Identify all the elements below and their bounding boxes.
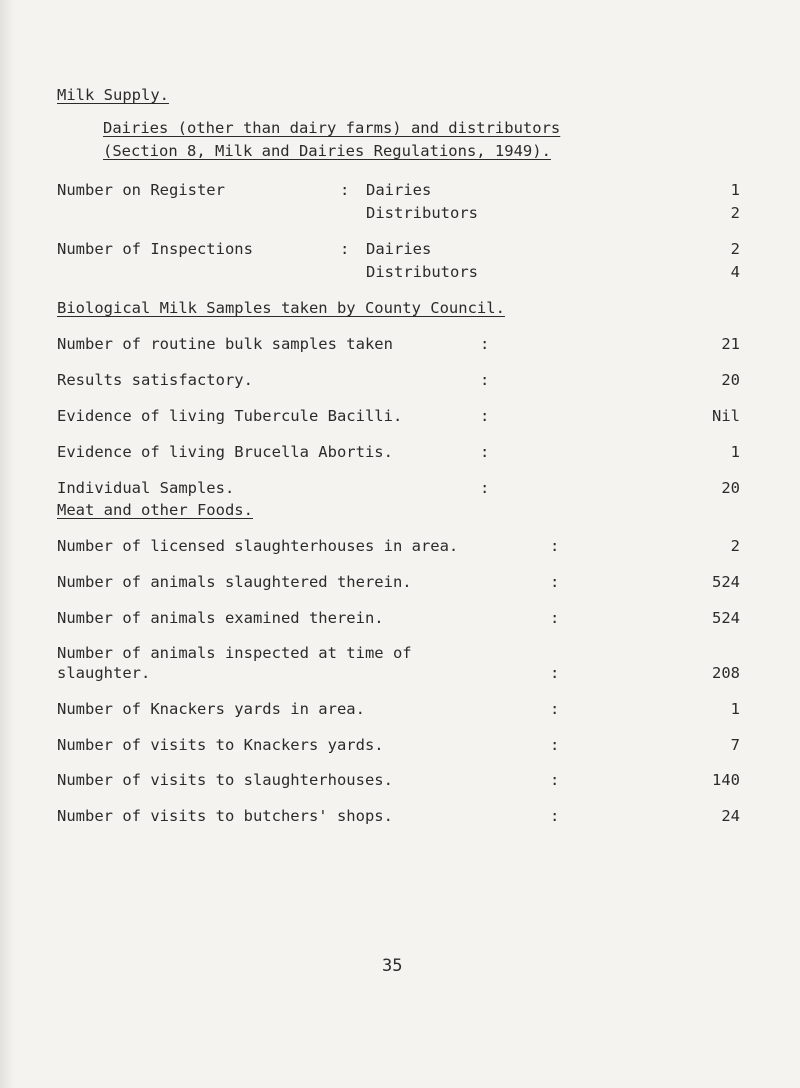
meat-row-value: 1 — [730, 700, 740, 718]
meat-row-label: Number of animals inspected at time of — [57, 644, 412, 662]
register-label: Number on Register — [57, 181, 225, 199]
bio-row-label: Evidence of living Tubercule Bacilli. — [57, 407, 403, 425]
meat-heading: Meat and other Foods. — [57, 501, 253, 519]
inspections-label: Number of Inspections — [57, 240, 253, 258]
meat-row-label: Number of Knackers yards in area. — [57, 700, 365, 718]
register-separator: : — [340, 181, 350, 199]
inspections-separator: : — [340, 240, 350, 258]
meat-row-label: Number of licensed slaughterhouses in area. — [57, 537, 459, 555]
meat-row-value: 208 — [712, 664, 740, 682]
meat-row-value: 524 — [712, 573, 740, 591]
bio-row-value: 1 — [730, 443, 740, 461]
bio-row-separator: : — [480, 335, 490, 353]
page-number: 35 — [382, 956, 403, 976]
bio-row-value: 20 — [721, 479, 740, 497]
bio-row-label: Evidence of living Brucella Abortis. — [57, 443, 393, 461]
inspections-dairies-value: 2 — [730, 240, 740, 258]
bio-row-value: 20 — [721, 371, 740, 389]
bio-row-separator: : — [480, 479, 490, 497]
meat-row-value: 140 — [712, 771, 740, 789]
bio-row-label: Results satisfactory. — [57, 371, 253, 389]
register-distributors-value: 2 — [730, 204, 740, 222]
subheading-line-2: (Section 8, Milk and Dairies Regulations, 1949). — [103, 142, 551, 160]
heading: Milk Supply. — [57, 86, 169, 104]
bio-heading: Biological Milk Samples taken by County Council. — [57, 299, 505, 317]
register-dairies-label: Dairies — [366, 181, 432, 199]
meat-row-separator: : — [550, 807, 560, 825]
bio-row-value: Nil — [712, 407, 740, 425]
meat-row-separator: : — [550, 609, 560, 627]
bio-row-label: Number of routine bulk samples taken — [57, 335, 393, 353]
register-dairies-value: 1 — [730, 181, 740, 199]
meat-row-separator: : — [550, 736, 560, 754]
bio-row-value: 21 — [721, 335, 740, 353]
subheading-line-1: Dairies (other than dairy farms) and distributors — [103, 119, 561, 137]
meat-row-label: Number of visits to butchers' shops. — [57, 807, 393, 825]
meat-row-separator: : — [550, 700, 560, 718]
meat-row-value: 524 — [712, 609, 740, 627]
meat-row-label: Number of visits to Knackers yards. — [57, 736, 384, 754]
meat-row-label: Number of animals slaughtered therein. — [57, 573, 412, 591]
page-edge-shadow — [0, 0, 14, 1088]
meat-row-separator: : — [550, 573, 560, 591]
bio-row-label: Individual Samples. — [57, 479, 235, 497]
inspections-distributors-label: Distributors — [366, 263, 478, 281]
meat-row-separator: : — [550, 537, 560, 555]
meat-row-label: Number of animals examined therein. — [57, 609, 384, 627]
register-distributors-label: Distributors — [366, 204, 478, 222]
meat-row-value: 24 — [721, 807, 740, 825]
meat-row-label: Number of visits to slaughterhouses. — [57, 771, 393, 789]
inspections-distributors-value: 4 — [730, 263, 740, 281]
inspections-dairies-label: Dairies — [366, 240, 432, 258]
bio-row-separator: : — [480, 407, 490, 425]
meat-row-separator: : — [550, 771, 560, 789]
bio-row-separator: : — [480, 443, 490, 461]
meat-row-value: 7 — [730, 736, 740, 754]
meat-row-value: 2 — [730, 537, 740, 555]
meat-row-separator: : — [550, 664, 560, 682]
bio-row-separator: : — [480, 371, 490, 389]
meat-row-label-continued: slaughter. — [57, 664, 151, 682]
